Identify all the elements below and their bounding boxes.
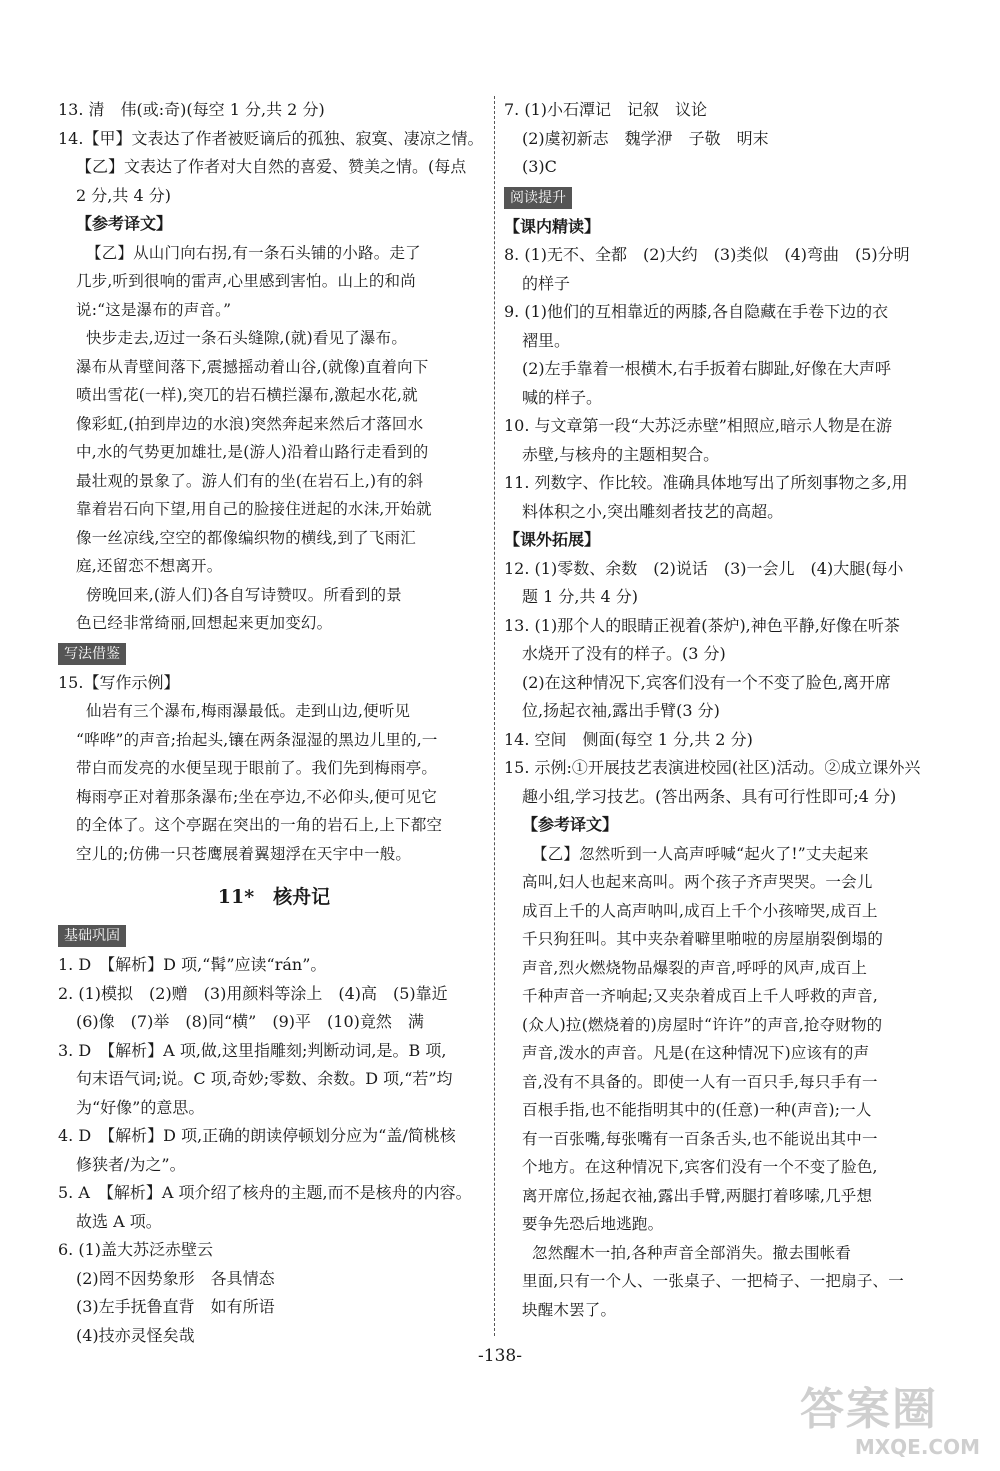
translation-line: 成百上千的人高声呐叫,成百上千个小孩啼哭,成百上 bbox=[522, 901, 878, 920]
page-number: -138- bbox=[478, 1346, 522, 1366]
example-line: 带白而发亮的水便呈现于眼前了。我们先到梅雨亭。 bbox=[76, 759, 438, 777]
answer-line: 12. (1)零数、余数 (2)说话 (3)一会儿 (4)大腿(每小 bbox=[504, 558, 904, 578]
translation-line: 像彩虹,(拍到岸边的水浪)突然奔起来然后才落回水 bbox=[76, 414, 424, 433]
translation-line: 个地方。在这种情况下,宾客们没有一个不变了脸色, bbox=[522, 1158, 878, 1176]
answer-line: 4. D 【解析】D 项,正确的朗读停顿划分应为“盖/简桃核 bbox=[58, 1126, 456, 1145]
section-badge-writing: 写法借鉴 bbox=[58, 643, 126, 665]
answer-line: 6. (1)盖大苏泛赤壁云 bbox=[58, 1240, 214, 1259]
translation-line: 离开席位,扬起衣袖,露出手臂,两腿打着哆嗦,几乎想 bbox=[522, 1186, 873, 1205]
translation-line: 几步,听到很响的雷声,心里感到害怕。山上的和尚 bbox=[76, 272, 416, 290]
translation-line: 快步走去,迈过一条石头缝隙,(就)看见了瀑布。 bbox=[86, 329, 408, 347]
answer-line: 句末语气词;说。C 项,奇妙;零数、余数。D 项,“若”均 bbox=[76, 1069, 453, 1088]
translation-line: 千种声音一齐响起;又夹杂着成百上千人呼救的声音, bbox=[522, 987, 878, 1005]
translation-line: 【乙】忽然听到一人高声呼喊“起火了!”丈夫起来 bbox=[532, 844, 869, 863]
answer-line: 8. (1)无不、全都 (2)大约 (3)类似 (4)弯曲 (5)分明 bbox=[504, 245, 910, 264]
answer-line: 13. (1)那个人的眼睛正视着(茶炉),神色平静,好像在听茶 bbox=[504, 615, 900, 635]
answer-line: 14.【甲】文表达了作者被贬谪后的孤独、寂寞、凄凉之情。 bbox=[58, 128, 484, 148]
answer-line: 趣小组,学习技艺。(答出两条、具有可行性即可;4 分) bbox=[522, 786, 897, 806]
lesson-title: 11* 核舟记 bbox=[217, 886, 331, 908]
answer-line: (2)罔不因势象形 各具情态 bbox=[76, 1268, 275, 1288]
answer-line: 9. (1)他们的互相靠近的两膝,各自隐藏在手卷下边的衣 bbox=[504, 302, 889, 321]
watermark-url: MXQE.COM bbox=[854, 1435, 980, 1459]
translation-line: 要争先恐后地逃跑。 bbox=[522, 1215, 664, 1233]
section-badge-basic: 基础巩固 bbox=[58, 925, 126, 947]
translation-line: 中,水的气势更加雄壮,是(游人)沿着山路行走看到的 bbox=[76, 443, 429, 461]
answer-line: 7. (1)小石潭记 记叙 议论 bbox=[504, 100, 708, 119]
answer-line: 14. 空间 侧面(每空 1 分,共 2 分) bbox=[504, 729, 753, 749]
answer-line: 喊的样子。 bbox=[522, 387, 603, 407]
answer-line: (3)左手抚鲁直背 如有所语 bbox=[76, 1297, 275, 1316]
answer-line: 3. D 【解析】A 项,做,这里指雕刻;判断动词,是。B 项, bbox=[58, 1040, 447, 1060]
translation-line: 傍晚回来,(游人们)各自写诗赞叹。所看到的景 bbox=[86, 585, 402, 604]
site-watermark bbox=[800, 1385, 980, 1465]
answer-line: 11. 列数字、作比较。准确具体地写出了所刻事物之多,用 bbox=[504, 473, 908, 492]
left-column bbox=[58, 96, 490, 1350]
example-line: 梅雨亭正对着那条瀑布;坐在亭边,不必仰头,便可见它 bbox=[76, 787, 438, 806]
answer-line: 赤壁,与核舟的主题相契合。 bbox=[522, 444, 720, 464]
answer-line: (2)在这种情况下,宾客们没有一个不变了脸色,离开席 bbox=[522, 672, 891, 692]
translation-line: 喷出雪花(一样),突兀的岩石横拦瀑布,激起水花,就 bbox=[76, 386, 418, 404]
answer-line: 2 分,共 4 分) bbox=[76, 185, 171, 205]
column-divider bbox=[494, 96, 495, 1336]
answer-line: 位,扬起衣袖,露出手臂(3 分) bbox=[522, 701, 720, 720]
subheading: 【课外拓展】 bbox=[504, 530, 601, 549]
translation-line: 靠着岩石向下望,用自己的脸接住迸起的水沫,开始就 bbox=[76, 500, 432, 518]
answer-line: 料体积之小,突出雕刻者技艺的高超。 bbox=[522, 501, 784, 521]
answer-line: 1. D 【解析】D 项,“髯”应读“rán”。 bbox=[58, 955, 327, 974]
translation-line: 里面,只有一个人、一张桌子、一把椅子、一把扇子、一 bbox=[522, 1272, 904, 1290]
section-badge-reading: 阅读提升 bbox=[504, 187, 572, 209]
answer-line: 褶里。 bbox=[522, 330, 571, 350]
translation-line: 像一丝凉线,空空的都像编织物的横线,到了飞雨汇 bbox=[76, 528, 416, 547]
answer-line: 【乙】文表达了作者对大自然的喜爱、赞美之情。(每点 bbox=[76, 157, 467, 176]
translation-line: 忽然醒木一拍,各种声音全部消失。撤去围帐看 bbox=[532, 1243, 852, 1262]
answer-line: 故选 A 项。 bbox=[76, 1211, 162, 1231]
answer-line: (3)C bbox=[522, 157, 557, 176]
translation-line: 块醒木罢了。 bbox=[522, 1300, 617, 1319]
answer-line: (6)像 (7)举 (8)同“横” (9)平 (10)竟然 满 bbox=[76, 1012, 424, 1031]
translation-line: 【乙】从山门向右拐,有一条石头铺的小路。走了 bbox=[86, 243, 421, 262]
translation-line: 声音,烈火燃烧物品爆裂的声音,呼呼的风声,成百上 bbox=[522, 958, 868, 977]
answer-line: (2)左手靠着一根横木,右手扳着右脚趾,好像在大声呼 bbox=[522, 359, 891, 378]
example-line: “哗哗”的声音;抬起头,镶在两条湿湿的黑边儿里的,一 bbox=[76, 730, 438, 749]
translation-line: 高叫,妇人也起来高叫。两个孩子齐声哭哭。一会儿 bbox=[522, 873, 873, 891]
translation-line: (众人)拉(燃烧着的)房屋时“许许”的声音,抢夺财物的 bbox=[522, 1015, 883, 1034]
answer-line: (4)技亦灵怪矣哉 bbox=[76, 1325, 195, 1345]
answer-line: 10. 与文章第一段“大苏泛赤壁”相照应,暗示人物是在游 bbox=[504, 416, 892, 435]
watermark-logo-text: 答案圈 bbox=[800, 1384, 938, 1435]
subheading: 【参考译文】 bbox=[76, 214, 173, 233]
translation-line: 说:“这是瀑布的声音。” bbox=[76, 300, 232, 319]
translation-line: 声音,泼水的声音。凡是(在这种情况下)应该有的声 bbox=[522, 1044, 870, 1062]
translation-line: 庭,还留恋不想离开。 bbox=[76, 557, 223, 575]
translation-line: 音,没有不具备的。即使一人有一百只手,每只手有一 bbox=[522, 1072, 878, 1091]
answer-line: 15. 示例:①开展技艺表演进校园(社区)活动。②成立课外兴 bbox=[504, 758, 921, 777]
answer-line: 为“好像”的意思。 bbox=[76, 1097, 205, 1117]
subheading: 【参考译文】 bbox=[522, 815, 619, 834]
answer-line: 的样子 bbox=[522, 273, 571, 293]
example-line: 空儿的;仿佛一只苍鹰展着翼翅浮在天宇中一般。 bbox=[76, 844, 412, 863]
right-column bbox=[504, 96, 944, 1324]
translation-line: 瀑布从青壁间落下,震撼摇动着山谷,(就像)直着向下 bbox=[76, 357, 429, 376]
answer-line: 题 1 分,共 4 分) bbox=[522, 587, 639, 606]
translation-line: 最壮观的景象了。游人们有的坐(在岩石上,)有的斜 bbox=[76, 471, 424, 490]
translation-line: 百根手指,也不能指明其中的(任意)一种(声音);一人 bbox=[522, 1101, 872, 1119]
answer-line: (2)虞初新志 魏学洢 子敬 明末 bbox=[522, 128, 769, 148]
translation-line: 有一百张嘴,每张嘴有一百条舌头,也不能说出其中一 bbox=[522, 1129, 878, 1148]
example-line: 仙岩有三个瀑布,梅雨瀑最低。走到山边,便听见 bbox=[86, 702, 411, 720]
translation-line: 千只狗狂叫。其中夹杂着噼里啪啦的房屋崩裂倒塌的 bbox=[522, 930, 884, 948]
answer-line: 15.【写作示例】 bbox=[58, 672, 180, 692]
answer-line: 13. 清 伟(或:奇)(每空 1 分,共 2 分) bbox=[58, 100, 325, 119]
example-line: 的全体了。这个亭踞在突出的一角的岩石上,上下都空 bbox=[76, 816, 443, 834]
answer-line: 5. A 【解析】A 项介绍了核舟的主题,而不是核舟的内容。 bbox=[58, 1183, 472, 1202]
answer-line: 2. (1)模拟 (2)赠 (3)用颜料等涂上 (4)高 (5)靠近 bbox=[58, 983, 448, 1003]
answer-line: 修狭者/为之”。 bbox=[76, 1154, 186, 1174]
answer-line: 水烧开了没有的样子。(3 分) bbox=[522, 644, 726, 663]
translation-line: 色已经非常绮丽,回想起来更加变幻。 bbox=[76, 614, 333, 632]
subheading: 【课内精读】 bbox=[504, 216, 601, 236]
